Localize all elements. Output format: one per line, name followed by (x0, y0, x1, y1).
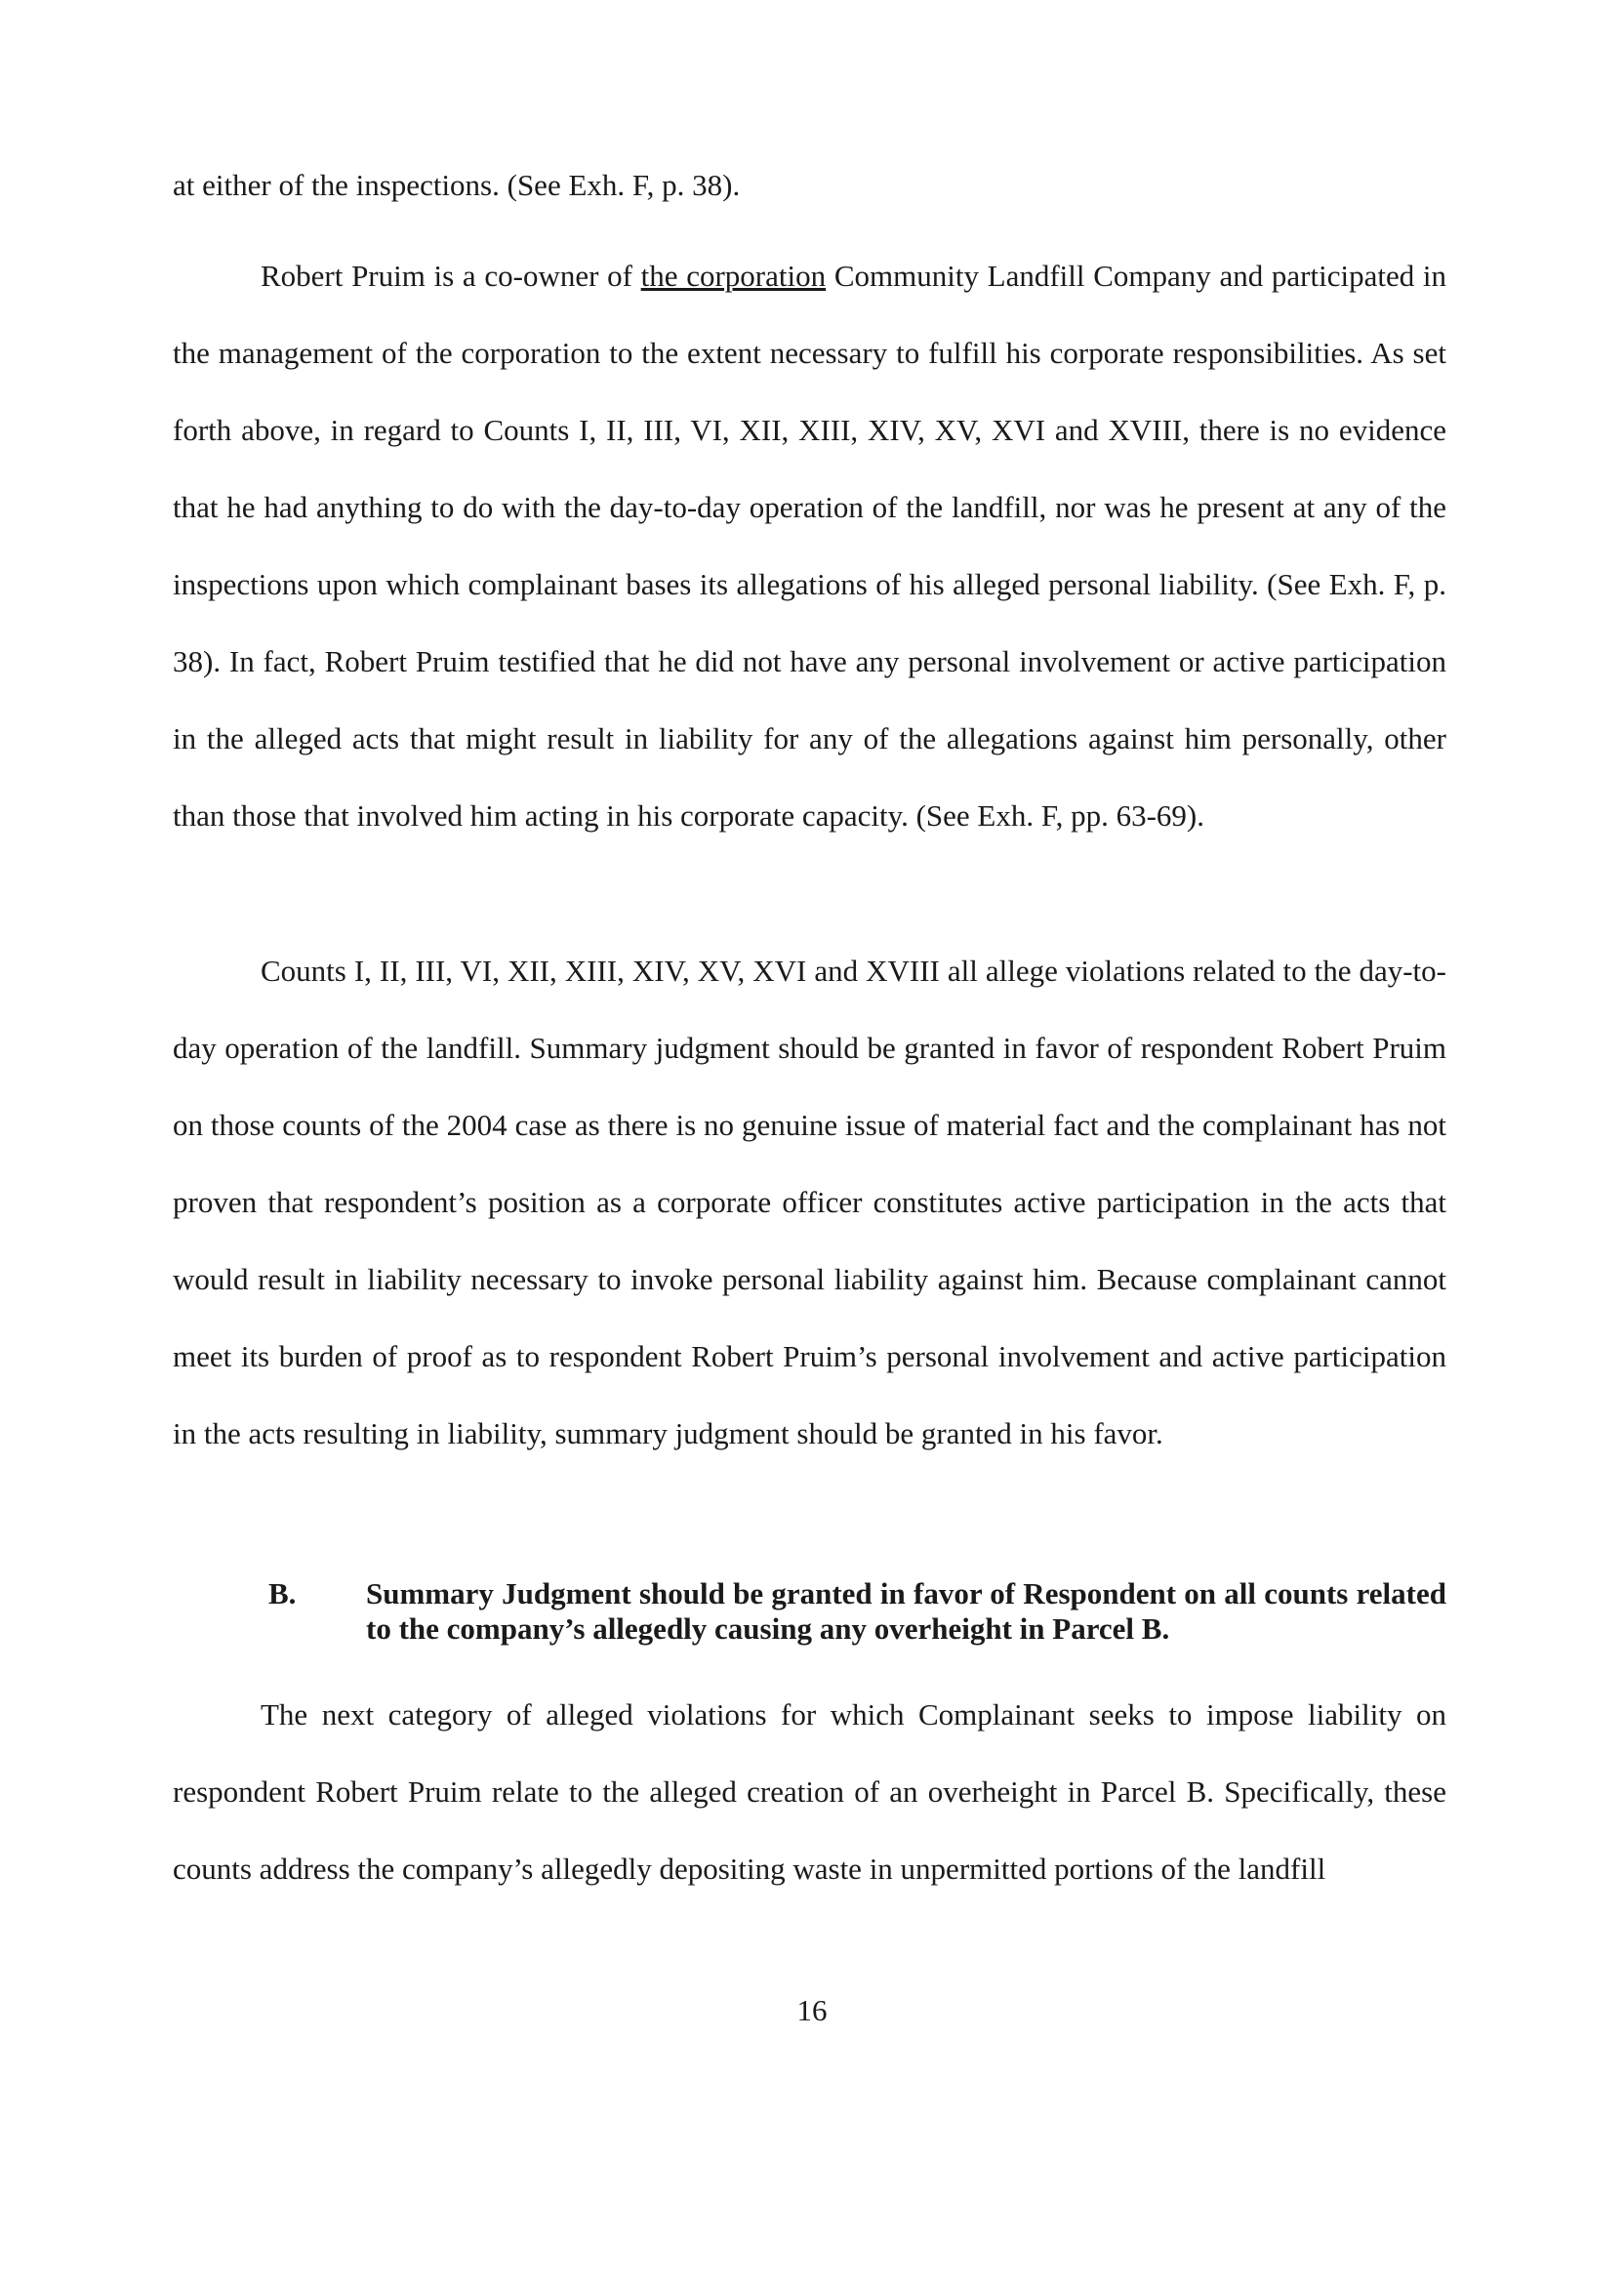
paragraph-next-category (173, 1676, 1446, 1907)
underlined-phrase: the corporation (640, 259, 827, 293)
paragraph-text: The next category of alleged violations for which Complainant seeks to impose liability on respondent Robert Pruim relate to the alleged creation of an overheight in Parcel B. Specifically, these counts address the company’s allegedly depositing waste in unpermitted portions of the landfill (173, 1697, 1446, 1886)
paragraph-text-before: Robert Pruim is a co-owner of (261, 259, 641, 293)
paragraph-counts (173, 932, 1446, 1472)
section-heading-text: Summary Judgment should be granted in favor of Respondent on all counts related to the company’s allegedly causing any overheight in Parcel B. (366, 1576, 1446, 1646)
paragraph-continuation (173, 146, 1446, 224)
section-heading-letter: B. (268, 1576, 297, 1610)
paragraph-text-after: Community Landfill Company and participated in the management of the corporation to the extent necessary to fulfill his corporate responsibilities. As set forth above, in regard to Counts I, II, III, VI, XII, XIII, XIV, XV, XVI and XVIII, there is no evidence that he had anything to do with the day-to-day operation of the landfill, nor was he present at any of the inspections upon which complainant bases its allegations of his alleged personal liability. (See Exh. F, p. 38). In fact, Robert Pruim testified that he did not have any personal involvement or active participation in the alleged acts that might result in liability for any of the allegations against him personally, other than those that involved him acting in his corporate capacity. (See Exh. F, pp. 63-69). (173, 259, 1447, 833)
paragraph-text: Counts I, II, III, VI, XII, XIII, XIV, XV, XVI and XVIII all allege violations related to the day-to-day operation of the landfill. Summary judgment should be granted in favor of respondent Robert Pruim on those counts of the 2004 case as there is no genuine issue of material fact and the complainant has not proven that respondent’s position as a corporate officer constitutes active participation in the acts that would result in liability necessary to invoke personal liability against him. Because complainant cannot meet its burden of proof as to respondent Robert Pruim’s personal involvement and active participation in the acts resulting in liability, summary judgment should be granted in his favor. (173, 954, 1446, 1450)
page-number: 16 (796, 1993, 828, 2027)
paragraph-co-owner (173, 237, 1446, 854)
paragraph-text: at either of the inspections. (See Exh. F, p. 38). (173, 168, 741, 202)
